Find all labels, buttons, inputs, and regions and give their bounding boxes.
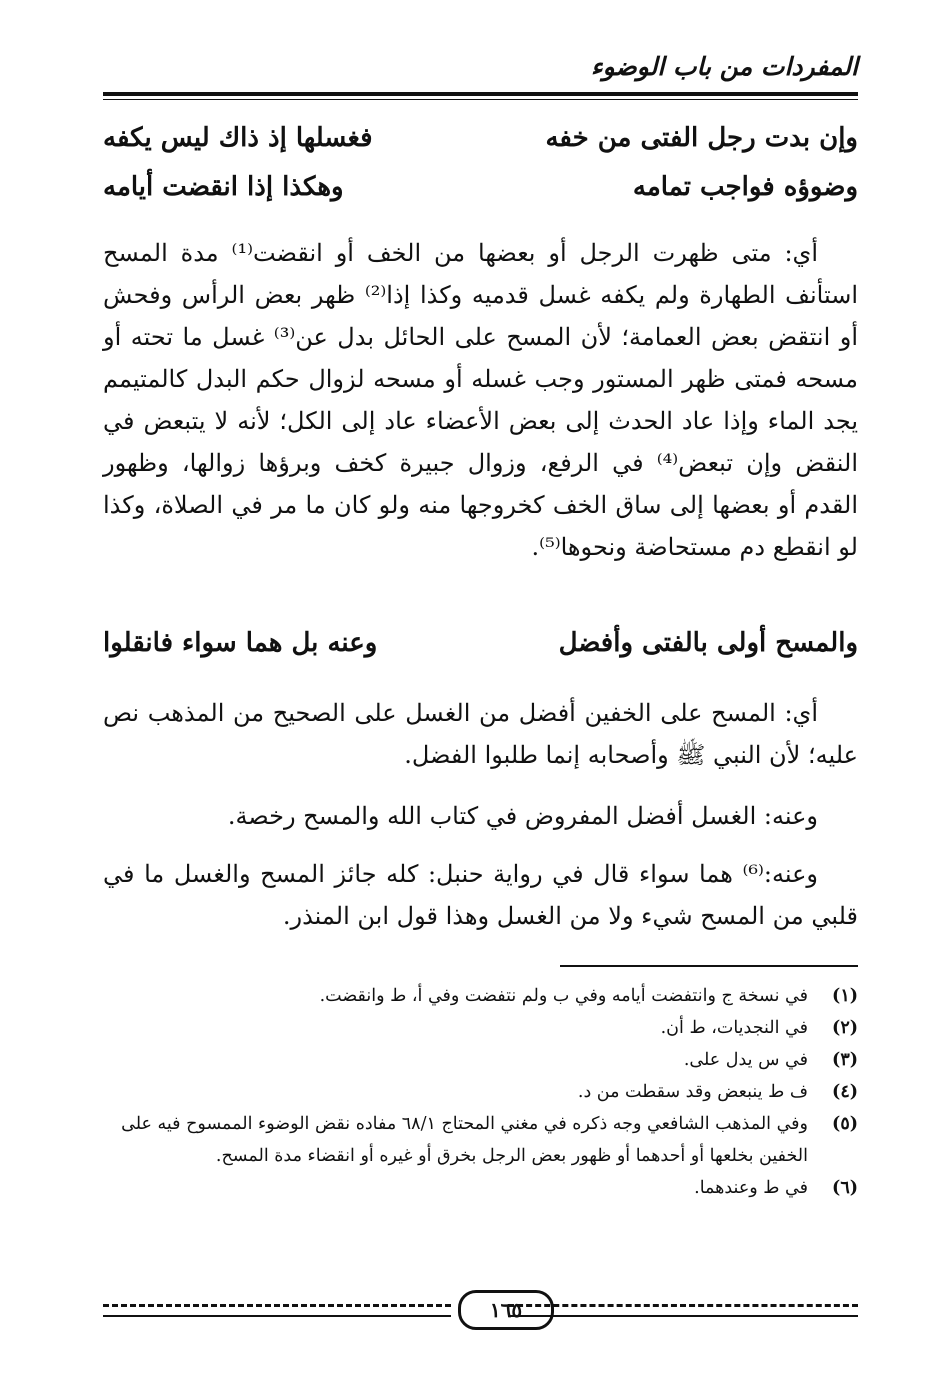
commentary-paragraph-2: أي: المسح على الخفين أفضل من الغسل على الصحيح من المذهب نص عليه؛ لأن النبي ﷺ وأصحابه إنما طلبوا الفضل. — [103, 699, 858, 769]
footnote-item — [103, 1012, 858, 1044]
verse-hemistich-left: فغسلها إذ ذاك ليس يكفه — [103, 123, 373, 153]
footnote-number: (٦) — [832, 1178, 858, 1198]
footnote-separator — [560, 965, 858, 967]
footer-dashed-rule-right — [508, 1304, 858, 1317]
footnote-text: ف ط ينبعض وقد سقطت من د. — [577, 1082, 808, 1102]
commentary-paragraph-4: وعنه:⁽⁶⁾ هما سواء قال في رواية حنبل: كله جائز المسح والغسل ما في قلبي من المسح شيء ولا من الغسل وهذا قول ابن المنذر. — [103, 860, 858, 930]
verse-line-2 — [103, 172, 858, 212]
footnote-number: (١) — [832, 986, 858, 1006]
header-rule-thick — [103, 92, 858, 96]
footnotes — [103, 980, 858, 1204]
verse-hemistich-right: والمسح أولى بالفتى وأفضل — [558, 628, 858, 658]
verse-line-1 — [103, 123, 858, 163]
footnote-number: (٥) — [832, 1114, 858, 1134]
footnote-item — [103, 1172, 858, 1204]
verse-hemistich-left: وهكذا إذا انقضت أيامه — [103, 172, 344, 202]
verse-hemistich-right: وضوؤه فواجب تمامه — [632, 172, 858, 202]
verse-line-3 — [103, 628, 858, 668]
footnote-text: في س يدل على. — [683, 1050, 808, 1070]
footnote-number: (٢) — [832, 1018, 858, 1038]
footnote-text: في ط وعندهما. — [694, 1178, 808, 1198]
header-title: المفردات من باب الوضوء — [590, 52, 858, 81]
footnote-item — [103, 1108, 858, 1172]
footnote-item — [103, 1044, 858, 1076]
footnote-text: في النجديات، ط أن. — [660, 1018, 808, 1038]
footnote-item — [103, 980, 858, 1012]
commentary-paragraph-1: أي: متى ظهرت الرجل أو بعضها من الخف أو انقضت⁽¹⁾ مدة المسح استأنف الطهارة ولم يكفه غسل قدميه وكذا إذا⁽²⁾ ظهر بعض الرأس وفحش أو انتقض بعض العمامة؛ لأن المسح على الحائل بدل عن⁽³⁾ غسل ما تحته أو مسحه فمتى ظهر المستور وجب غسله أو مسحه لزوال حكم البدل كالمتيمم يجد الماء وإذا عاد الحدث إلى بعض الأعضاء عاد إلى الكل؛ لأنه لا يتبعض في النقض وإن تبعض⁽⁴⁾ في الرفع، وزوال جبيرة كخف وبرؤها زوالها، وظهور القدم أو بعضها إلى ساق الخف كخروجها منه ولو كان ما مر في الصلاة، وكذا لو انقطع دم مستحاضة ونحوها⁽⁵⁾. — [103, 239, 859, 561]
footer-dashed-rule-left — [103, 1304, 451, 1317]
verse-hemistich-left: وعنه بل هما سواء فانقلوا — [103, 628, 378, 658]
commentary-paragraph-3: وعنه: الغسل أفضل المفروض في كتاب الله والمسح رخصة. — [227, 802, 818, 830]
footnote-text: وفي المذهب الشافعي وجه ذكره في مغني المحتاج ٦٨/١ مفاده نقض الوضوء الممسوح فيه على الخفين بخلعها أو أحدهما أو ظهور بعض الرجل بخرق أو غيره أو انقضاء مدة المسح. — [121, 1114, 808, 1166]
header-rule-thin — [103, 99, 858, 100]
page-number: ١٦٥ — [458, 1290, 554, 1330]
page-footer — [103, 1290, 858, 1326]
footnote-text: في نسخة ج وانتفضت أيامه وفي ب ولم نتفضت وفي أ، ط وانقضت. — [319, 986, 808, 1006]
footnote-item — [103, 1076, 858, 1108]
footnote-number: (٤) — [832, 1082, 858, 1102]
footnote-number: (٣) — [832, 1050, 858, 1070]
verse-hemistich-right: وإن بدت رجل الفتى من خفه — [545, 123, 858, 153]
